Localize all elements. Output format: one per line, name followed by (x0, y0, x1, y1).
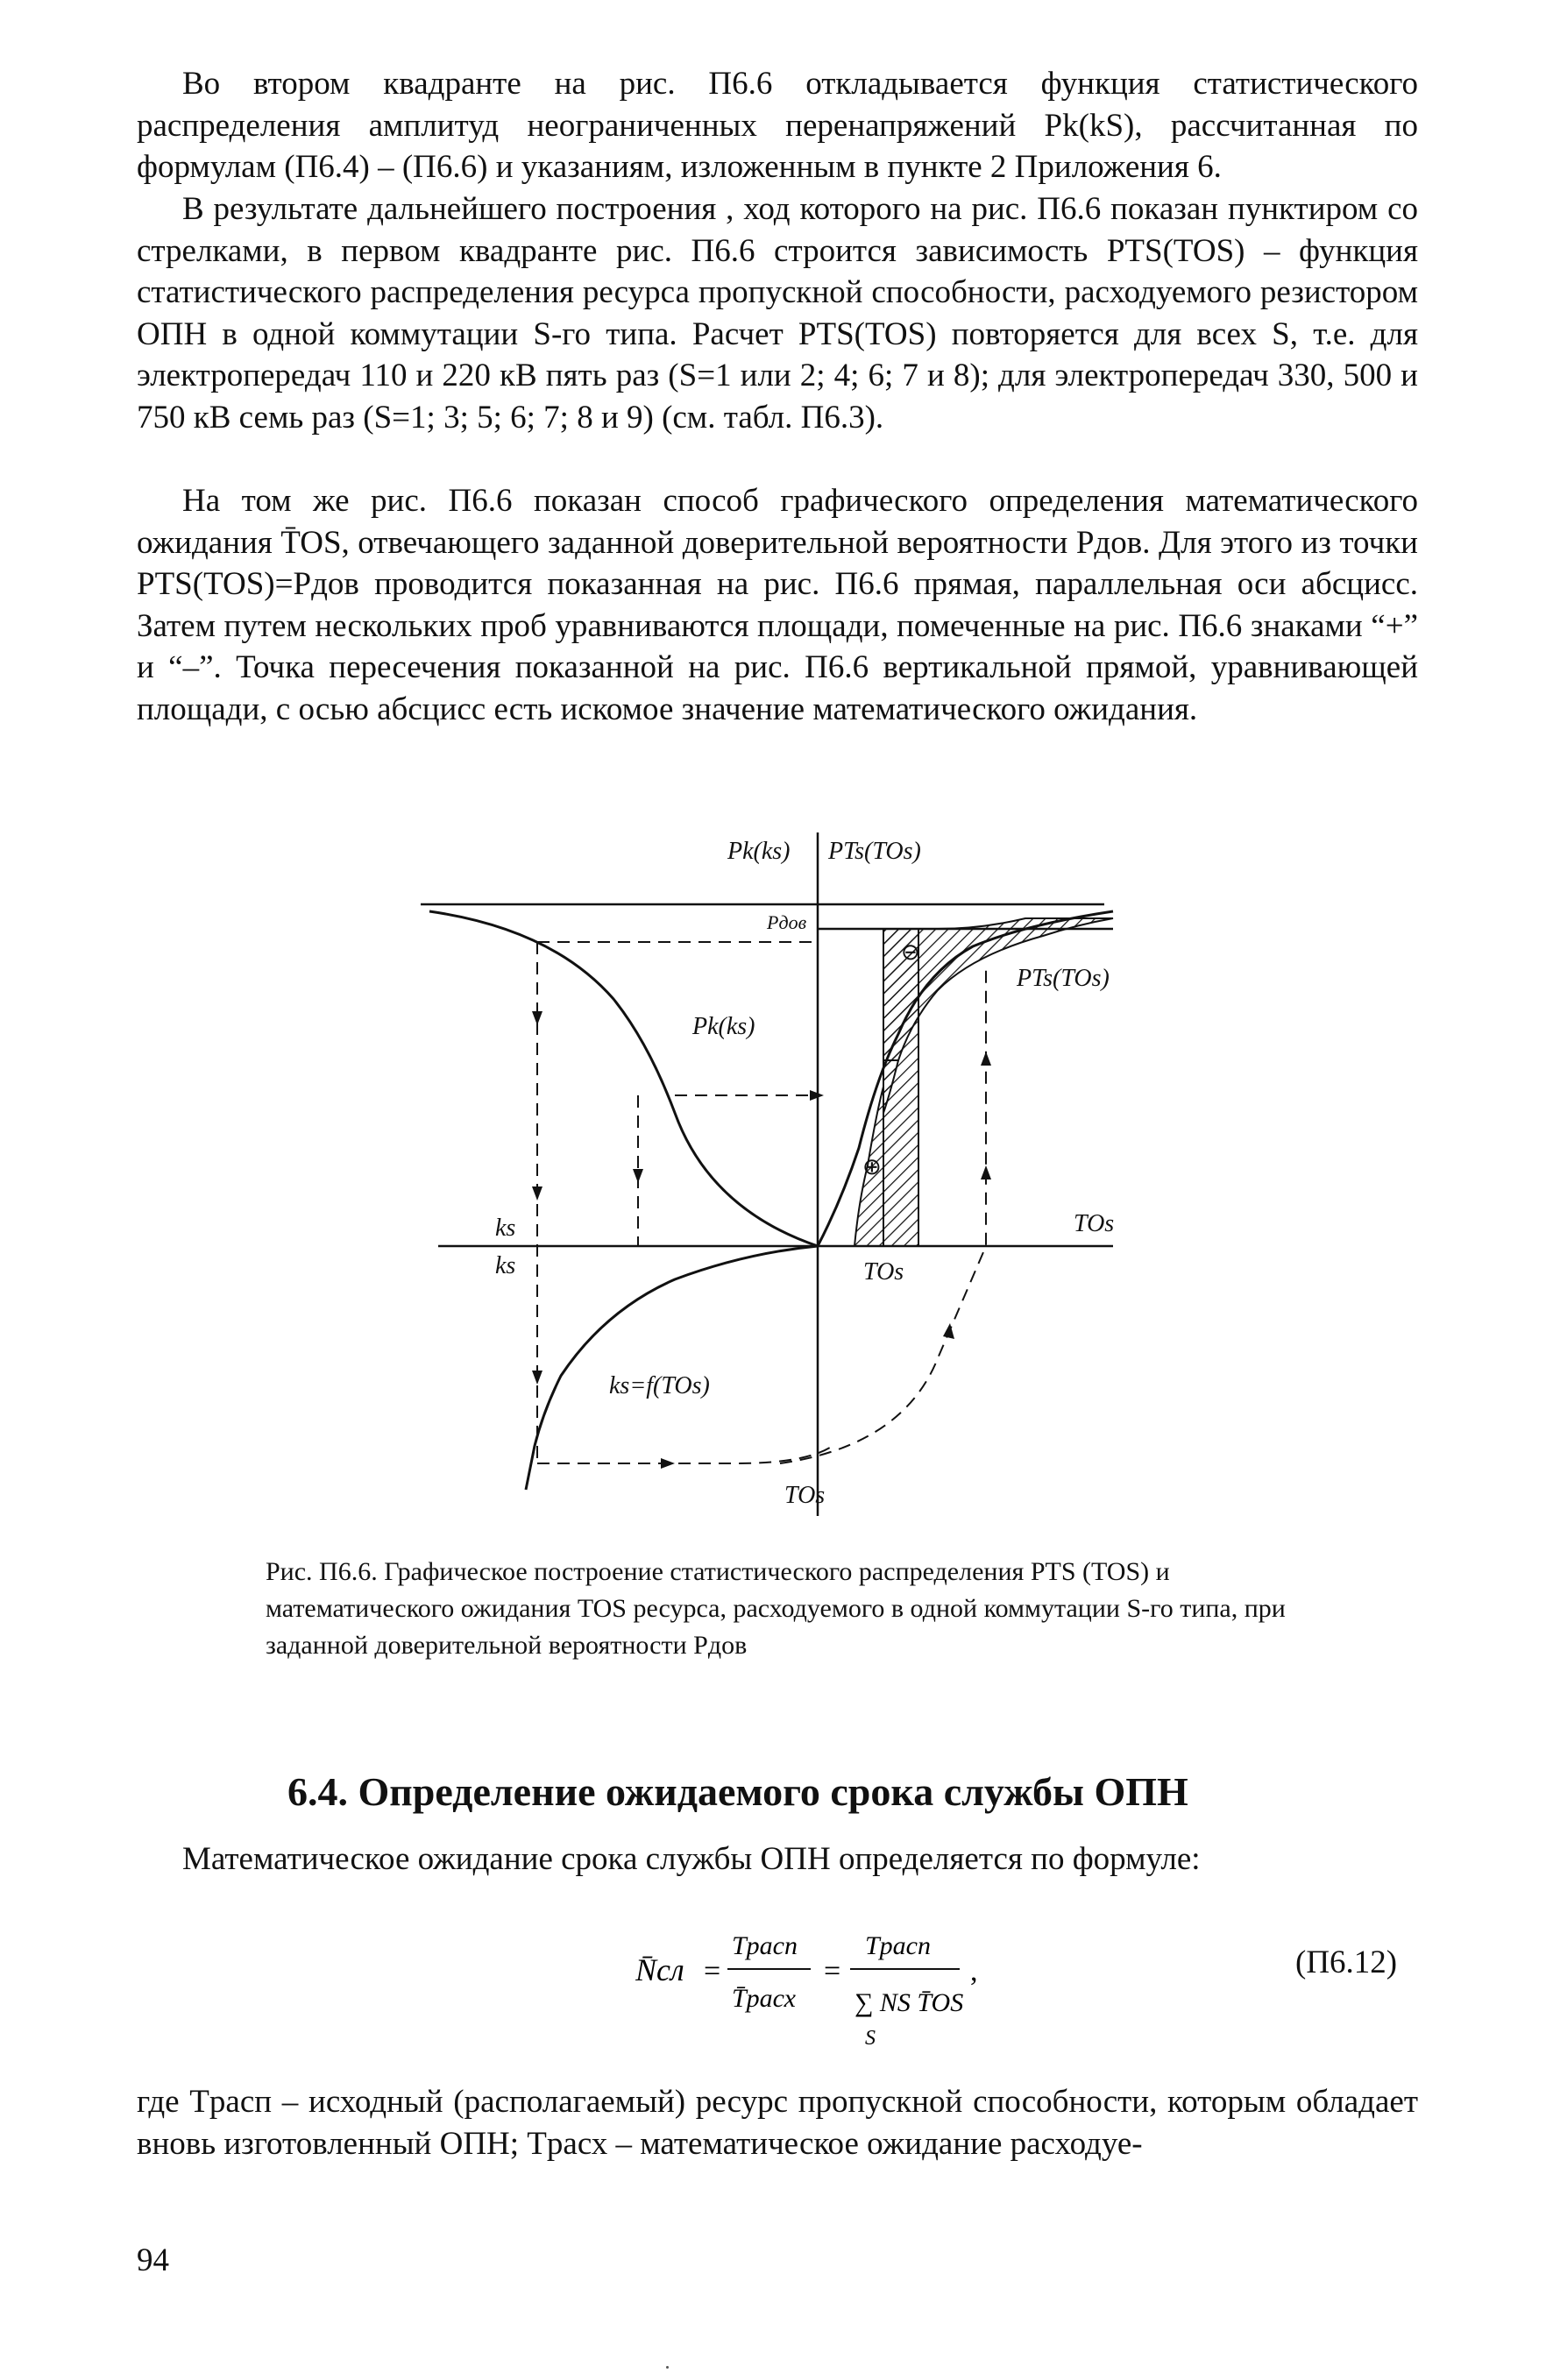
ks-curve (526, 1246, 818, 1490)
pk-axis-label: Pk(ks) (727, 838, 791, 865)
hatched-strip (883, 929, 918, 1246)
page-number: 94 (137, 2242, 169, 2278)
dashed-path-3 (537, 1446, 833, 1463)
arrow-8 (981, 1052, 991, 1066)
pts-curve-label: PTs(TOs) (1017, 965, 1110, 992)
pk-curve-label: Pk(ks) (692, 1013, 755, 1040)
pk-curve (429, 911, 818, 1246)
formula-p6-12 (635, 1915, 1074, 2055)
figure-p6-6 (412, 832, 1157, 1525)
ks-upper-label: ks (495, 1215, 516, 1242)
arrow-5 (661, 1458, 675, 1469)
tos-bottom-label: TOs (784, 1482, 826, 1509)
arrow-9 (943, 1323, 954, 1339)
arrow-3 (532, 1371, 542, 1385)
equation-number: (П6.12) (1295, 1944, 1398, 1980)
minus-sign: ⊖ (901, 939, 920, 965)
figure-svg (412, 832, 1157, 1525)
formula-sub: S (865, 2027, 876, 2050)
paragraph-3: На том же рис. П6.6 показан способ графического определения математического ожидания T̄OS, отвечающего заданной доверительной вероятности Pдов. Для этого из точки PTS(TOS)=Pдов проводится показанная на рис. П6.6 прямая, параллельная оси абсцисс. Затем путем нескольких проб уравниваются площади, помеченные на рис. П6.6 знаками “+” и “–”. Точка пересечения показанной на рис. П6.6 вертикальной прямой, уравнивающей площади, с осью абсцисс есть искомое значение математического ожидания. (137, 483, 1418, 727)
figure-caption: Рис. П6.6. Графическое построение статистического распределения PTS (TOS) и математического ожидания TOS ресурса, расходуемого в одной коммутации S-го типа, при заданной доверительной вероятности Pдов (266, 1557, 1286, 1660)
formula-lhs: N̄сл (635, 1952, 684, 1987)
intro-paragraph: Математическое ожидание срока службы ОПН определяется по формуле: (182, 1841, 1201, 1877)
pts-axis-label: PTs(TOs) (828, 838, 921, 865)
pdov-label: Pдов (767, 911, 807, 933)
arrow-2 (532, 1186, 542, 1201)
plus-sign: ⊕ (862, 1154, 882, 1179)
arrow-4 (633, 1169, 643, 1183)
svg-text:,: , (970, 1955, 978, 1987)
footer-mark (666, 2366, 669, 2369)
tos-right-label: TOs (1074, 1210, 1115, 1237)
arrow-1 (532, 1011, 542, 1025)
section-title: 6.4. Определение ожидаемого срока службы ОПН (287, 1769, 1188, 1814)
formula-num1: Tрасп (732, 1931, 798, 1960)
formula-num2: Tрасп (865, 1931, 931, 1960)
svg-text:=: = (704, 1955, 721, 1987)
ks-curve-label: ks=f(TOs) (609, 1372, 710, 1399)
ks-lower-label: ks (495, 1252, 516, 1279)
formula-den2: ∑ NS T̄OS (855, 1988, 964, 2017)
closing-paragraph: где Tрасп – исходный (располагаемый) ресурс пропускной способности, которым обладает вновь изготовленный ОПН; Tрасх – математическое ожидание расходуе- (137, 2084, 1418, 2162)
svg-text:=: = (824, 1955, 841, 1987)
formula-den1: T̄расх (732, 1984, 796, 2013)
paragraph-2: В результате дальнейшего построения , ход которого на рис. П6.6 показан пунктиром со стрелками, в первом квадранте рис. П6.6 строится зависимость PTS(TOS) – функция статистического распределения ресурса пропускной способности, расходуемого резистором ОПН в одной коммутации S-го типа. Расчет PTS(TOS) повторяется для всех S, т.е. для электропередач 110 и 220 кВ пять раз (S=1 или 2; 4; 6; 7 и 8); для электропередач 330, 500 и 750 кВ семь раз (S=1; 3; 5; 6; 7; 8 и 9) (см. табл. П6.3). (137, 191, 1418, 436)
arrow-7 (981, 1165, 991, 1179)
tos-mid-label: TOs (863, 1258, 904, 1286)
paragraph-1: Во втором квадранте на рис. П6.6 откладывается функция статистического распределения амплитуд неограниченных перенапряжений Pk(kS), рассчитанная по формулам (П6.4) – (П6.6) и указаниям, изложенным в пункте 2 Приложения 6. (137, 66, 1418, 185)
